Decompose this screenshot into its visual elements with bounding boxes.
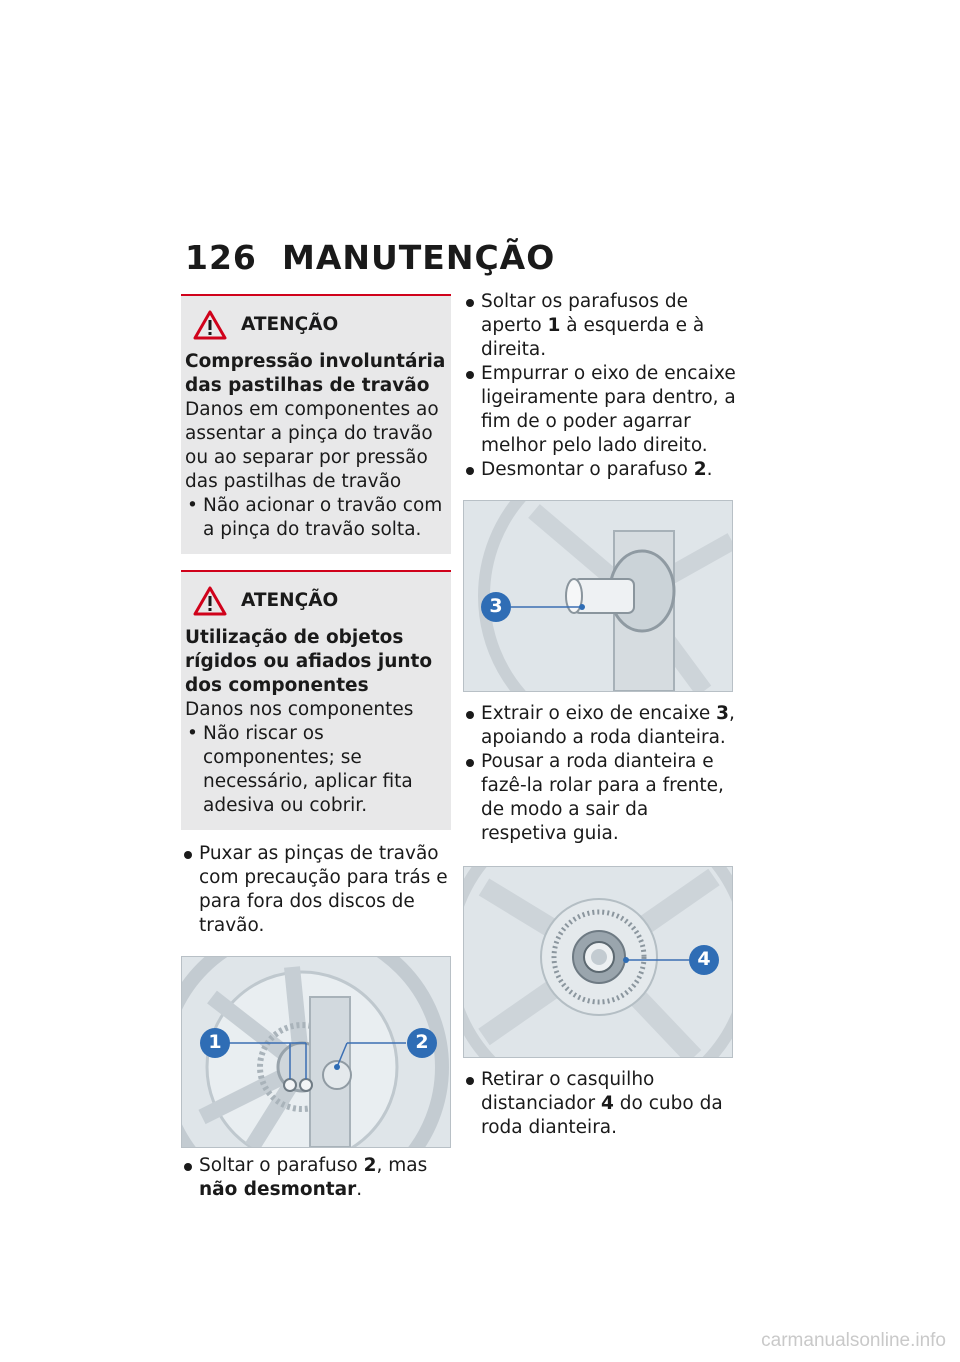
callout-label-3: 3 bbox=[489, 595, 503, 617]
section-title: MANUTENÇÃO bbox=[282, 238, 556, 277]
step-pull-calipers: Puxar as pinças de travão com precaução para trás e para fora dos discos de travão. bbox=[181, 842, 451, 938]
left-column bbox=[181, 294, 451, 1202]
step-extract-axle: Extrair o eixo de encaixe 3, apoiando a roda dianteira. bbox=[463, 702, 739, 750]
figure-spacer-sleeve bbox=[463, 866, 733, 1058]
warning-triangle-icon bbox=[193, 586, 227, 616]
step-remove-spacer: Retirar o casquilho distanciador 4 do cubo da roda dianteira. bbox=[463, 1068, 739, 1140]
warning-title: ATENÇÃO bbox=[241, 590, 339, 611]
warning-triangle-icon bbox=[193, 310, 227, 340]
step-roll-wheel: Pousar a roda dianteira e fazê-la rolar para a frente, de modo a sair da respetiva guia. bbox=[463, 750, 739, 846]
figure-axle-removal bbox=[463, 500, 733, 692]
warning-header bbox=[193, 310, 447, 340]
warning-subtitle: Compressão involuntária das pastilhas de travão bbox=[185, 351, 446, 396]
callout-label-2: 2 bbox=[415, 1031, 429, 1053]
figure-calipers-bolts bbox=[181, 956, 451, 1148]
page-number: 126 bbox=[185, 238, 257, 277]
step-loosen-clamp-bolts: Soltar os parafusos de aperto 1 à esquerda e à direita. bbox=[463, 290, 739, 362]
step-remove-bolt-2: Desmontar o parafuso 2. bbox=[463, 458, 739, 482]
step-loosen-bolt-2: Soltar o parafuso 2, mas não desmontar. bbox=[181, 1154, 451, 1202]
warning-bullet: • Não riscar os componentes; se necessário, aplicar fita adesiva ou cobrir. bbox=[185, 722, 447, 818]
watermark: carmanualsonline.info bbox=[761, 1330, 946, 1351]
warning-title: ATENÇÃO bbox=[241, 314, 339, 335]
warning-box-1 bbox=[181, 294, 451, 554]
warning-bullet: • Não acionar o travão com a pinça do travão solta. bbox=[185, 494, 447, 542]
page-header bbox=[185, 238, 555, 277]
warning-text: Danos em componentes ao assentar a pinça do travão ou ao separar por pressão das pastilhas de travão bbox=[185, 399, 439, 492]
step-push-axle: Empurrar o eixo de encaixe ligeiramente para dentro, a fim de o poder agarrar melhor pelo lado direito. bbox=[463, 362, 739, 458]
warning-header bbox=[193, 586, 447, 616]
warning-subtitle: Utilização de objetos rígidos ou afiados junto dos componentes bbox=[185, 627, 433, 696]
callout-label-1: 1 bbox=[208, 1031, 222, 1053]
warning-box-2 bbox=[181, 570, 451, 830]
callout-label-4: 4 bbox=[697, 948, 711, 970]
warning-text: Danos nos componentes bbox=[185, 699, 414, 720]
right-column bbox=[463, 290, 739, 1140]
